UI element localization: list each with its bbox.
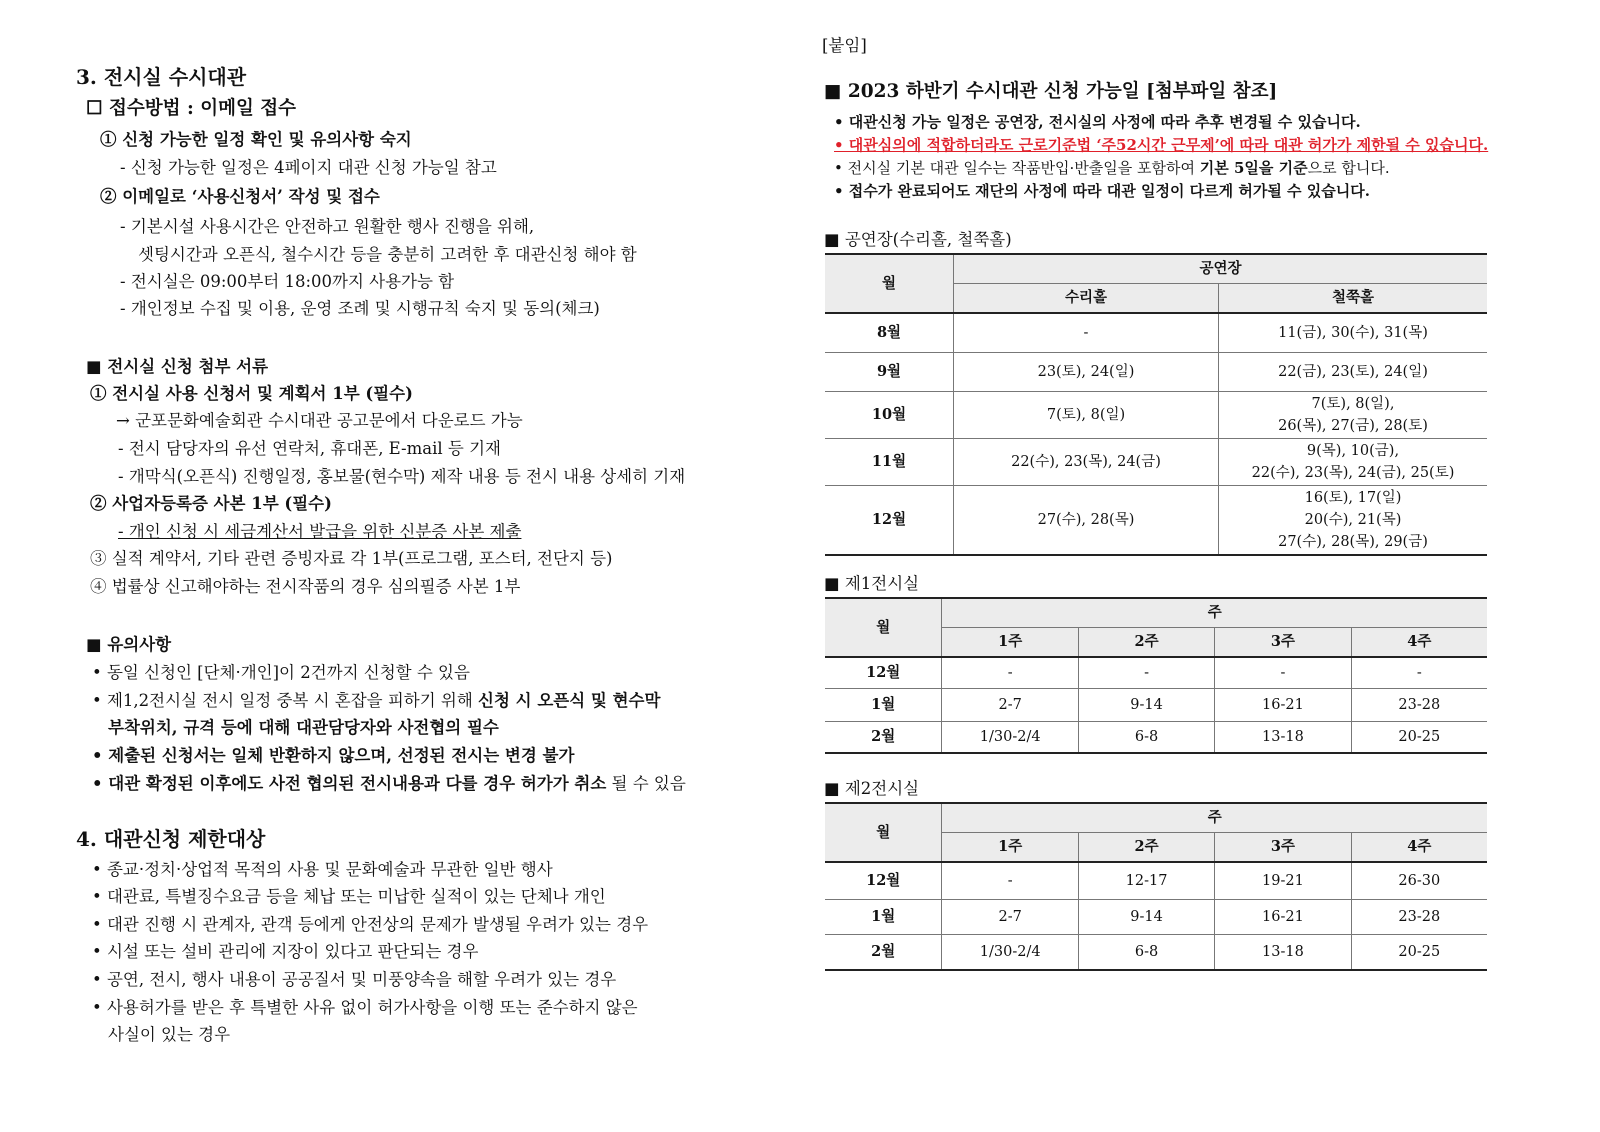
month-cell: 2월 bbox=[825, 722, 942, 754]
note2a bbox=[92, 690, 660, 712]
cell-line: 16(토), 17(일) bbox=[1304, 490, 1402, 506]
suri-cell bbox=[954, 439, 1219, 486]
restriction-5: • 공연, 전시, 행사 내용이 공공질서 및 미풍양속을 해할 우려가 있는 경우 bbox=[92, 970, 617, 989]
table-row bbox=[825, 657, 1487, 689]
month-cell: 9월 bbox=[825, 353, 954, 392]
month-header: 월 bbox=[825, 598, 942, 657]
cell-line: 22(금), 23(토), 24(일) bbox=[1278, 364, 1428, 380]
table-row bbox=[825, 486, 1487, 556]
header-row bbox=[825, 803, 1487, 833]
table-row bbox=[825, 900, 1487, 935]
cell-line: 27(수), 28(목), 29(금) bbox=[1278, 534, 1428, 550]
week-cell: 2-7 bbox=[942, 900, 1078, 935]
week-cell: - bbox=[1351, 657, 1487, 689]
week-cell: 1/30-2/4 bbox=[942, 935, 1078, 971]
month-cell: 12월 bbox=[825, 862, 942, 900]
notice-4: • 접수가 완료되어도 재단의 사정에 따라 대관 일정이 다르게 허가될 수 있습니다. bbox=[834, 182, 1370, 200]
cheol-cell bbox=[1219, 313, 1488, 353]
col-suri-header: 수리홀 bbox=[954, 284, 1219, 314]
week-cell: 12-17 bbox=[1078, 862, 1214, 900]
restriction-6b: 사실이 있는 경우 bbox=[108, 1025, 231, 1044]
exhibit2-schedule-table bbox=[825, 802, 1487, 971]
step2-item1a: - 기본시설 사용시간은 안전하고 원활한 행사 진행을 위해, bbox=[120, 217, 535, 236]
note2b: 부착위치, 규격 등에 대해 대관담당자와 사전협의 필수 bbox=[108, 718, 499, 737]
month-cell: 10월 bbox=[825, 392, 954, 439]
step2-title: ② 이메일로 ‘사용신청서’ 작성 및 접수 bbox=[100, 187, 380, 206]
week-header: 3주 bbox=[1215, 833, 1351, 863]
cell-line: 7(토), 8(일), bbox=[1311, 396, 1395, 412]
suri-cell bbox=[954, 353, 1219, 392]
cell-line: - bbox=[1083, 325, 1089, 341]
exhibit2-title: ■ 제2전시실 bbox=[824, 779, 920, 798]
month-header: 월 bbox=[825, 803, 942, 862]
table-row bbox=[825, 862, 1487, 900]
week-header: 4주 bbox=[1351, 833, 1487, 863]
week-header: 4주 bbox=[1351, 628, 1487, 658]
note2a-bold: 신청 시 오픈식 및 현수막 bbox=[478, 691, 661, 710]
note3: • 제출된 신청서는 일체 반환하지 않으며, 선정된 전시는 변경 불가 bbox=[92, 746, 575, 765]
doc4: ④ 법률상 신고해야하는 전시작품의 경우 심의필증 사본 1부 bbox=[90, 577, 521, 596]
week-cell: 9-14 bbox=[1078, 900, 1214, 935]
schedule-title: ■ 2023 하반기 수시대관 신청 가능일 [첨부파일 참조] bbox=[824, 81, 1278, 102]
cell-line: 11(금), 30(수), 31(목) bbox=[1278, 325, 1428, 341]
month-cell: 12월 bbox=[825, 657, 942, 689]
month-cell: 11월 bbox=[825, 439, 954, 486]
cheol-cell bbox=[1219, 392, 1488, 439]
week-cell: 6-8 bbox=[1078, 722, 1214, 754]
step2-item2: - 전시실은 09:00부터 18:00까지 사용가능 함 bbox=[120, 272, 455, 291]
doc2-title: ② 사업자등록증 사본 1부 (필수) bbox=[90, 494, 332, 513]
week-cell: 6-8 bbox=[1078, 935, 1214, 971]
month-header: 월 bbox=[825, 254, 954, 313]
week-cell: - bbox=[1078, 657, 1214, 689]
month-cell: 1월 bbox=[825, 689, 942, 722]
note2a-normal: • 제1,2전시실 전시 일정 중복 시 혼잡을 피하기 위해 bbox=[92, 691, 479, 710]
week-cell: 2-7 bbox=[942, 689, 1078, 722]
step1-title: ① 신청 가능한 일정 확인 및 유의사항 숙지 bbox=[100, 130, 412, 149]
suri-cell bbox=[954, 392, 1219, 439]
cell-line: 9(목), 10(금), bbox=[1306, 443, 1400, 459]
month-cell: 8월 bbox=[825, 313, 954, 353]
note4 bbox=[92, 773, 686, 795]
week-cell: 23-28 bbox=[1351, 900, 1487, 935]
week-cell: - bbox=[942, 862, 1078, 900]
cheol-cell bbox=[1219, 486, 1488, 556]
week-header: 3주 bbox=[1215, 628, 1351, 658]
table-row bbox=[825, 392, 1487, 439]
method-title: ☐ 접수방법 : 이메일 접수 bbox=[86, 98, 297, 119]
table-row bbox=[825, 689, 1487, 722]
cell-line: 20(수), 21(목) bbox=[1304, 512, 1402, 528]
restriction-2: • 대관료, 특별징수요금 등을 체납 또는 미납한 실적이 있는 단체나 개인 bbox=[92, 887, 606, 906]
exhibit1-title: ■ 제1전시실 bbox=[824, 574, 920, 593]
restriction-6a: • 사용허가를 받은 후 특별한 사유 없이 허가사항을 이행 또는 준수하지 않은 bbox=[92, 998, 638, 1017]
week-cell: 23-28 bbox=[1351, 689, 1487, 722]
week-cell: 20-25 bbox=[1351, 935, 1487, 971]
cell-line: 27(수), 28(목) bbox=[1037, 512, 1135, 528]
restriction-1: • 종교·정치·상업적 목적의 사용 및 문화예술과 무관한 일반 행사 bbox=[92, 860, 553, 879]
week-cell: 26-30 bbox=[1351, 862, 1487, 900]
notes-title: ■ 유의사항 bbox=[86, 635, 172, 654]
group-header: 주 bbox=[942, 598, 1487, 628]
month-cell: 1월 bbox=[825, 900, 942, 935]
section-3-title: 3. 전시실 수시대관 bbox=[76, 65, 247, 89]
exhibit1-schedule-table bbox=[825, 597, 1487, 754]
suri-cell bbox=[954, 486, 1219, 556]
table-row bbox=[825, 722, 1487, 754]
cheol-cell bbox=[1219, 353, 1488, 392]
week-cell: 19-21 bbox=[1215, 862, 1351, 900]
restriction-4: • 시설 또는 설비 관리에 지장이 있다고 판단되는 경우 bbox=[92, 942, 479, 961]
notice-2: • 대관심의에 적합하더라도 근로기준법 ‘주52시간 근무제’에 따라 대관 허가가 제한될 수 있습니다. bbox=[834, 136, 1489, 154]
table-row bbox=[825, 935, 1487, 971]
notice-3-normal: • 전시실 기본 대관 일수는 작품반입·반출일을 포함하여 bbox=[834, 159, 1200, 177]
cell-line: 7(토), 8(일) bbox=[1046, 407, 1126, 423]
note4-bold: • 대관 확정된 이후에도 사전 협의된 전시내용과 다를 경우 허가가 취소 bbox=[92, 774, 607, 793]
table-row bbox=[825, 313, 1487, 353]
suri-cell bbox=[954, 313, 1219, 353]
attach-label: [붙임] bbox=[822, 36, 867, 55]
group-header: 공연장 bbox=[954, 254, 1488, 284]
section-4-title: 4. 대관신청 제한대상 bbox=[76, 827, 266, 851]
notice-1: • 대관신청 가능 일정은 공연장, 전시실의 사정에 따라 추후 변경될 수 있습니다. bbox=[834, 113, 1361, 131]
table-row bbox=[825, 353, 1487, 392]
group-header: 주 bbox=[942, 803, 1487, 833]
week-cell: 16-21 bbox=[1215, 900, 1351, 935]
week-cell: 13-18 bbox=[1215, 722, 1351, 754]
note4-normal: 될 수 있음 bbox=[606, 774, 686, 793]
notice-3 bbox=[834, 157, 1390, 179]
cell-line: 22(수), 23(목), 24(금), 25(토) bbox=[1251, 465, 1455, 481]
doc3: ③ 실적 계약서, 기타 관련 증빙자료 각 1부(프로그램, 포스터, 전단지 등) bbox=[90, 549, 613, 568]
notice-3-bold: 기본 5일을 기준 bbox=[1199, 159, 1308, 177]
hall-title: ■ 공연장(수리홀, 철쭉홀) bbox=[824, 230, 1012, 249]
note1: • 동일 신청인 [단체·개인]이 2건까지 신청할 수 있음 bbox=[92, 663, 470, 682]
week-header: 2주 bbox=[1078, 628, 1214, 658]
header-row bbox=[825, 254, 1487, 284]
week-cell: 20-25 bbox=[1351, 722, 1487, 754]
week-cell: 9-14 bbox=[1078, 689, 1214, 722]
doc1-title: ① 전시실 사용 신청서 및 계획서 1부 (필수) bbox=[90, 384, 413, 403]
week-cell: - bbox=[942, 657, 1078, 689]
cheol-cell bbox=[1219, 439, 1488, 486]
doc1-item2: - 전시 담당자의 유선 연락처, 휴대폰, E-mail 등 기재 bbox=[118, 439, 501, 458]
cell-line: 26(목), 27(금), 28(토) bbox=[1278, 418, 1428, 434]
table-row bbox=[825, 439, 1487, 486]
restriction-3: • 대관 진행 시 관계자, 관객 등에게 안전상의 문제가 발생될 우려가 있는 경우 bbox=[92, 915, 649, 934]
week-cell: 1/30-2/4 bbox=[942, 722, 1078, 754]
cell-line: 22(수), 23(목), 24(금) bbox=[1011, 454, 1161, 470]
week-header: 1주 bbox=[942, 833, 1078, 863]
week-header: 2주 bbox=[1078, 833, 1214, 863]
notice-3-tail: 으로 합니다. bbox=[1307, 159, 1390, 177]
week-header: 1주 bbox=[942, 628, 1078, 658]
doc1-item1: → 군포문화예술회관 수시대관 공고문에서 다운로드 가능 bbox=[116, 411, 523, 430]
step2-item3: - 개인정보 수집 및 이용, 운영 조례 및 시행규칙 숙지 및 동의(체크) bbox=[120, 299, 600, 318]
doc2-item1: - 개인 신청 시 세금계산서 발급을 위한 신분증 사본 제출 bbox=[118, 522, 522, 541]
docs-title: ■ 전시실 신청 첨부 서류 bbox=[86, 357, 269, 376]
week-cell: 13-18 bbox=[1215, 935, 1351, 971]
cell-line: 23(토), 24(일) bbox=[1037, 364, 1135, 380]
doc1-item3: - 개막식(오픈식) 진행일정, 홍보물(현수막) 제작 내용 등 전시 내용 상세히 기재 bbox=[118, 467, 686, 486]
week-cell: - bbox=[1215, 657, 1351, 689]
week-cell: 16-21 bbox=[1215, 689, 1351, 722]
step1-item: - 신청 가능한 일정은 4페이지 대관 신청 가능일 참고 bbox=[120, 158, 497, 177]
month-cell: 2월 bbox=[825, 935, 942, 971]
header-row bbox=[825, 598, 1487, 628]
hall-schedule-table bbox=[825, 253, 1487, 556]
step2-item1b: 셋팅시간과 오픈식, 철수시간 등을 충분히 고려한 후 대관신청 해야 함 bbox=[138, 245, 637, 264]
col-cheol-header: 철쭉홀 bbox=[1219, 284, 1488, 314]
month-cell: 12월 bbox=[825, 486, 954, 556]
